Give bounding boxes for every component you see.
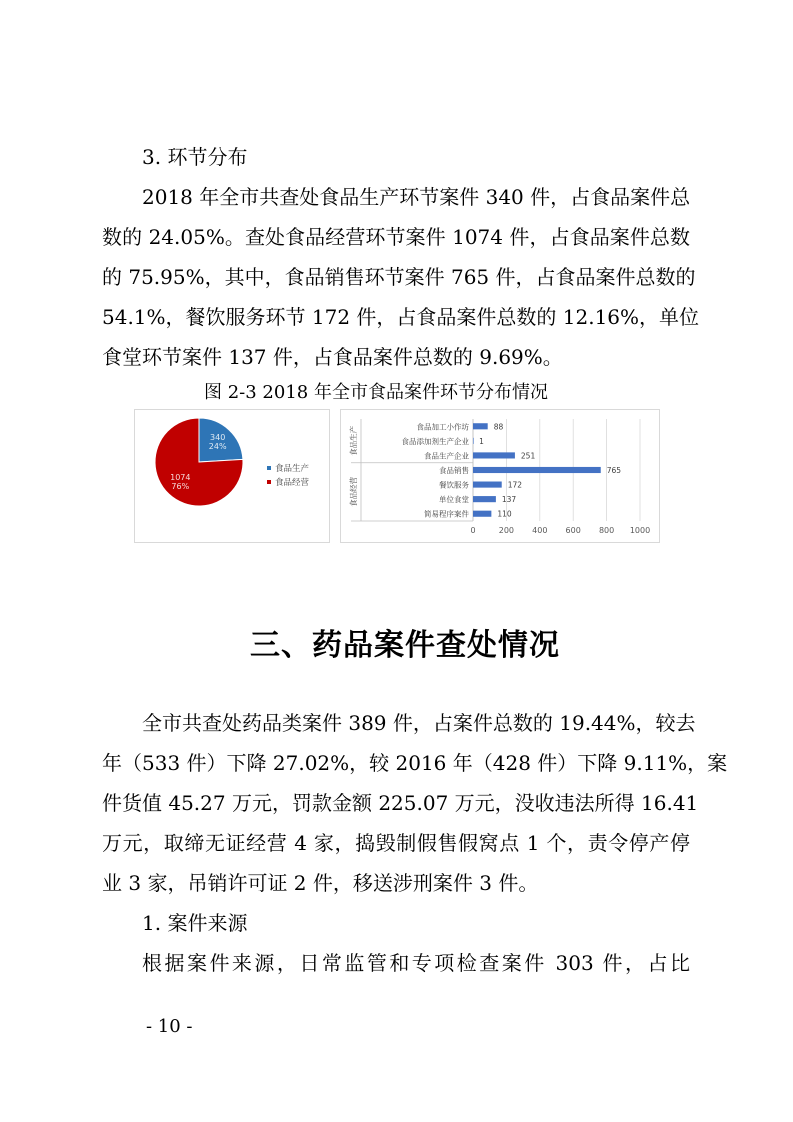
x-tick-label: 200: [498, 526, 515, 535]
paragraph-line: 业 3 家，吊销许可证 2 件，移送涉刑案件 3 件。: [102, 871, 539, 895]
paragraph-line: 年（533 件）下降 27.02%，较 2016 年（428 件）下降 9.11%，案: [102, 751, 728, 775]
pie-data-label: 340: [210, 433, 226, 443]
legend-marker: [267, 480, 271, 484]
category-label: 单位食堂: [439, 495, 469, 505]
x-tick-label: 600: [565, 526, 581, 535]
data-label: 765: [606, 466, 622, 475]
paragraph-line: 万元，取缔无证经营 4 家，捣毁制假售假窝点 1 个，责令停产停: [102, 831, 690, 855]
section-heading: 3. 环节分布: [142, 145, 248, 169]
x-tick-label: 1000: [629, 526, 651, 535]
paragraph-line: 数的 24.05%。查处食品经营环节案件 1074 件，占食品案件总数: [102, 225, 690, 249]
data-label: 110: [497, 509, 512, 519]
legend-label: 食品生产: [275, 464, 310, 474]
data-label: 172: [507, 480, 523, 490]
bar: [473, 452, 515, 458]
figure-caption: 图 2-3 2018 年全市食品案件环节分布情况: [204, 382, 548, 403]
category-label: 食品生产企业: [424, 451, 469, 461]
paragraph-line: 件货值 45.27 万元，罚款金额 225.07 万元，没收违法所得 16.41: [102, 791, 699, 815]
category-label: 食品加工小作坊: [416, 422, 469, 432]
category-label: 食品销售: [439, 466, 469, 475]
paragraph-line: 食堂环节案件 137 件，占食品案件总数的 9.69%。: [102, 345, 563, 369]
paragraph-line: 全市共查处药品类案件 389 件，占案件总数的 19.44%，较去: [142, 711, 696, 735]
bar: [473, 511, 491, 517]
data-label: 1: [479, 436, 484, 446]
pie-data-label: 24%: [208, 442, 227, 452]
category-label: 简易程序案件: [424, 509, 469, 519]
bar: [473, 467, 601, 473]
page-number: - 10 -: [146, 1016, 193, 1037]
group-label: 食品生产: [349, 425, 358, 456]
x-tick-label: 800: [598, 526, 615, 535]
bar: [473, 482, 502, 488]
bar-chart: [341, 410, 659, 542]
section-title: 三、药品案件查处情况: [250, 628, 560, 663]
pie-data-label: 76%: [171, 481, 190, 491]
bar: [473, 438, 474, 444]
paragraph-line: 54.1%，餐饮服务环节 172 件，占食品案件总数的 12.16%，单位: [102, 305, 700, 329]
pie-chart-panel: [134, 409, 330, 543]
data-label: 88: [493, 422, 504, 432]
x-tick-label: 0: [470, 526, 476, 535]
category-label: 食品添加剂生产企业: [401, 436, 469, 446]
paragraph-line: 2018 年全市共查处食品生产环节案件 340 件，占食品案件总: [142, 185, 691, 209]
pie-data-label: 1074: [170, 472, 191, 482]
paragraph-line: 的 75.95%，其中，食品销售环节案件 765 件，占食品案件总数的: [102, 265, 696, 289]
group-label: 食品经营: [349, 476, 358, 507]
category-label: 餐饮服务: [439, 480, 469, 490]
legend-marker: [267, 466, 271, 470]
bar: [473, 423, 488, 429]
paragraph-line: 根据案件来源，日常监管和专项检查案件 303 件，占比: [142, 951, 690, 975]
pie-chart: [135, 410, 329, 542]
legend-label: 食品经营: [275, 478, 310, 488]
bar: [473, 496, 496, 502]
data-label: 137: [501, 495, 517, 505]
bar-chart-panel: [340, 409, 660, 543]
x-tick-label: 400: [532, 526, 548, 535]
subsection-heading: 1. 案件来源: [142, 911, 248, 935]
data-label: 251: [520, 451, 536, 461]
